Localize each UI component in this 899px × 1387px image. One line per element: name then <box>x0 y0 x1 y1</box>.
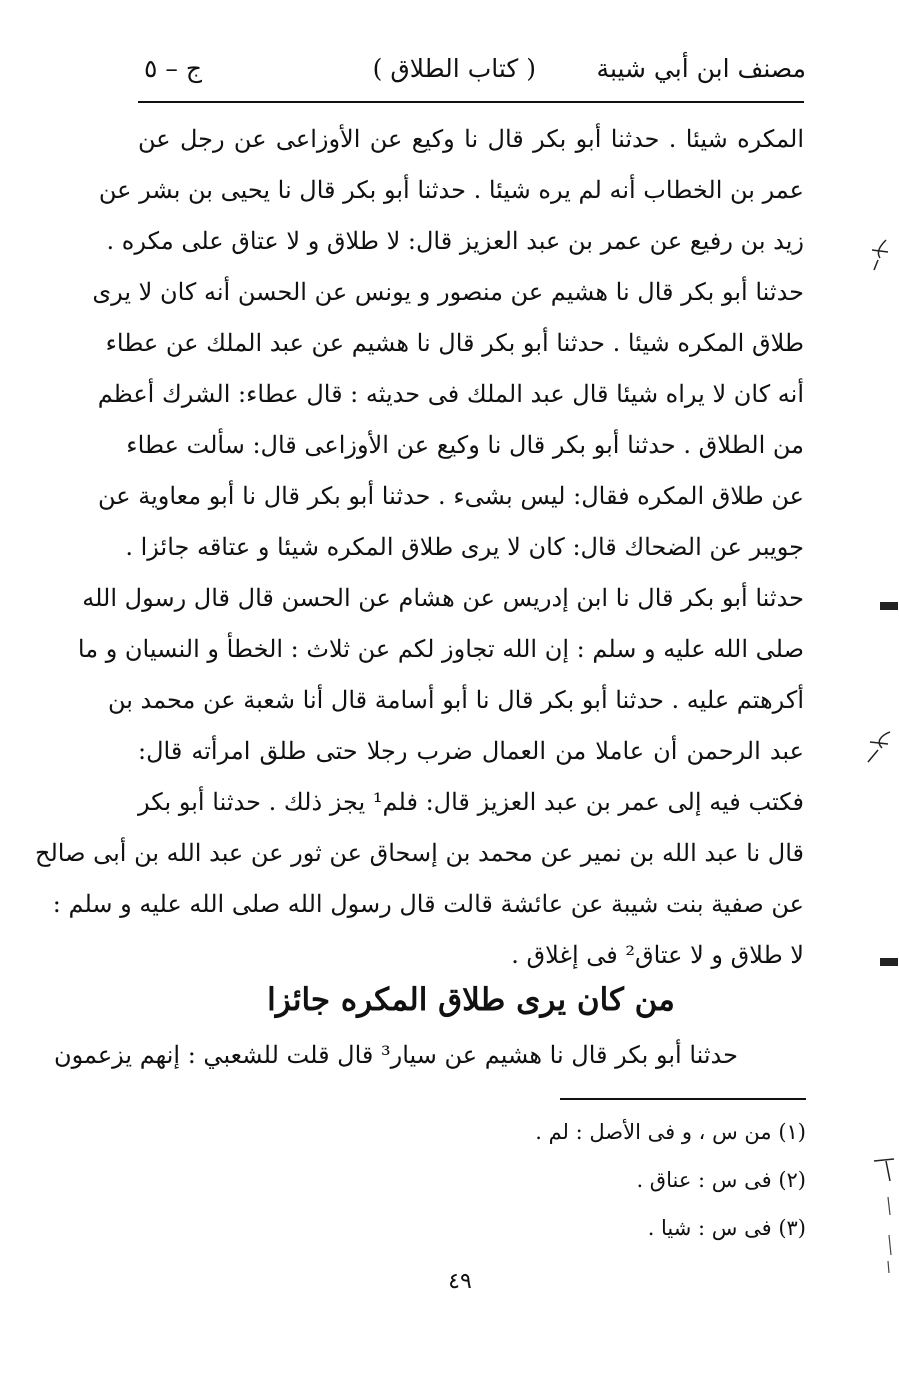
text-line: طلاق المكره شيئا . حدثنا أبو بكر قال نا هشيم عن عبد الملك عن عطاء <box>105 329 804 357</box>
text-line: جويبر عن الضحاك قال: كان لا يرى طلاق المكره شيئا و عتاقه جائزا . <box>125 533 804 561</box>
text-line: زيد بن رفيع عن عمر بن عبد العزيز قال: لا طلاق و لا عتاق على مكره . <box>106 227 804 255</box>
margin-mark-icon <box>862 726 894 766</box>
book-title: مصنف ابن أبي شيبة <box>596 54 806 83</box>
margin-mark-icon <box>866 238 894 272</box>
text-line: لا طلاق و لا عتاق² فى إغلاق . <box>511 941 804 969</box>
volume-number: ج – ٥ <box>144 54 202 83</box>
text-line: قال نا عبد الله بن نمير عن محمد بن إسحاق عن ثور عن عبد الله بن أبى صالح <box>34 839 804 867</box>
footnote: (١) من س ، و فى الأصل : لم . <box>535 1120 806 1144</box>
page-number: ٤٩ <box>448 1269 472 1294</box>
footnote-rule <box>560 1098 806 1100</box>
margin-bar <box>880 602 898 610</box>
text-line: أنه كان لا يراه شيئا قال عبد الملك فى حديثه : قال عطاء: الشرك أعظم <box>97 380 804 408</box>
text-line: عن صفية بنت شيبة عن عائشة قالت قال رسول الله صلى الله عليه و سلم : <box>52 890 804 918</box>
chapter-title: ( كتاب الطلاق ) <box>372 54 536 83</box>
header-rule <box>138 101 804 103</box>
section-first-line: حدثنا أبو بكر قال نا هشيم عن سيار³ قال قلت للشعبي : إنهم يزعمون <box>53 1041 738 1069</box>
text-line: حدثنا أبو بكر قال نا هشيم عن منصور و يونس عن الحسن أنه كان لا يرى <box>92 278 804 306</box>
margin-mark-icon <box>882 1195 896 1275</box>
text-line: أكرهتم عليه . حدثنا أبو بكر قال نا أبو أسامة قال أنا شعبة عن محمد بن <box>107 686 804 714</box>
section-heading: من كان يرى طلاق المكره جائزا <box>267 982 675 1018</box>
body-text <box>34 114 804 981</box>
text-line: فكتب فيه إلى عمر بن عبد العزيز قال: فلم¹ يجز ذلك . حدثنا أبو بكر <box>138 788 804 816</box>
footnotes <box>500 1108 806 1252</box>
footnote: (٢) فى س : عناق . <box>636 1168 806 1192</box>
text-line: صلى الله عليه و سلم : إن الله تجاوز لكم عن ثلاث : الخطأ و النسيان و ما <box>77 635 804 663</box>
margin-bar <box>880 958 898 966</box>
running-header <box>136 54 806 94</box>
text-line: عبد الرحمن أن عاملا من العمال ضرب رجلا حتى طلق امرأته قال: <box>138 737 804 765</box>
margin-mark-icon <box>872 1155 896 1185</box>
footnote: (٣) فى س : شيا . <box>647 1216 806 1240</box>
text-line: المكره شيئا . حدثنا أبو بكر قال نا وكيع عن الأوزاعى عن رجل عن <box>138 125 804 153</box>
text-line: عن طلاق المكره فقال: ليس بشىء . حدثنا أبو بكر قال نا أبو معاوية عن <box>98 482 804 510</box>
text-line: حدثنا أبو بكر قال نا ابن إدريس عن هشام عن الحسن قال قال رسول الله <box>82 584 804 612</box>
text-line: من الطلاق . حدثنا أبو بكر قال نا وكيع عن الأوزاعى قال: سألت عطاء <box>126 431 804 459</box>
text-line: عمر بن الخطاب أنه لم يره شيئا . حدثنا أبو بكر قال نا يحيى بن بشر عن <box>98 176 804 204</box>
